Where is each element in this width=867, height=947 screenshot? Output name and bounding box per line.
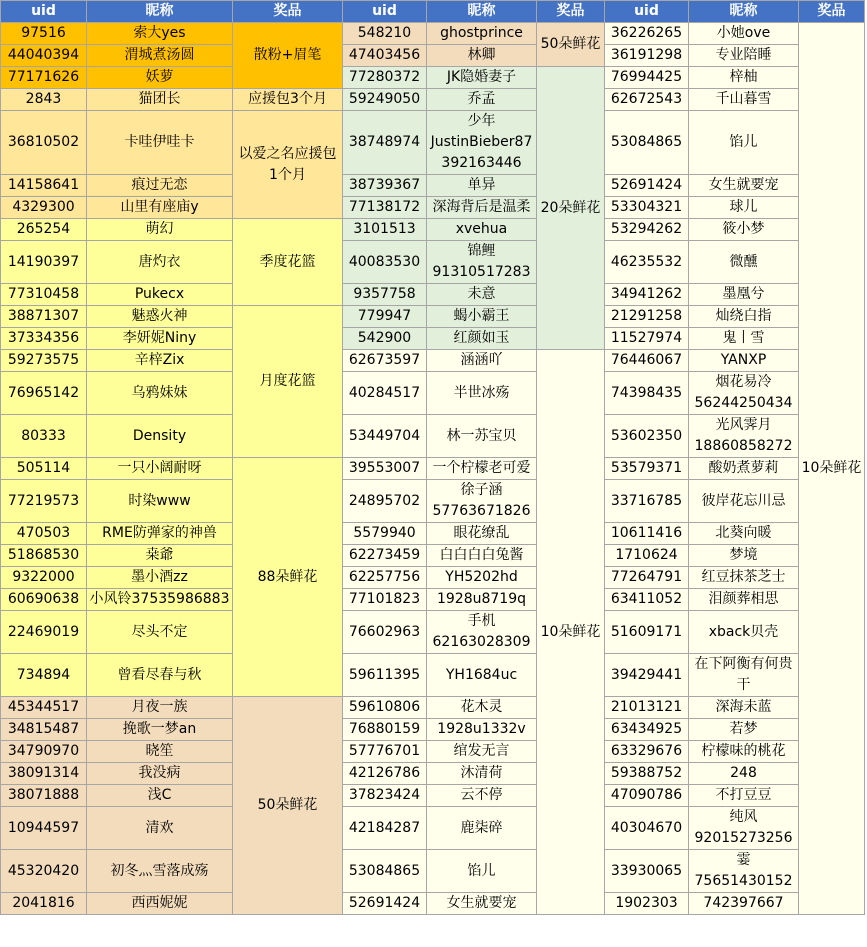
uid-cell-col2: 47403456 <box>343 45 427 67</box>
nickname-cell-col1: Density <box>87 415 233 458</box>
nickname-cell-col2: 云不停 <box>427 785 537 807</box>
nickname-cell-col3: 球儿 <box>689 197 799 219</box>
header-prize-3: 奖品 <box>799 1 865 23</box>
nickname-cell-col1: 猫团长 <box>87 89 233 111</box>
uid-cell-col1: 34815487 <box>1 719 87 741</box>
nickname-cell-col2: 涵涵吖 <box>427 350 537 372</box>
nickname-cell-col1: 索大yes <box>87 23 233 45</box>
header-uid-2: uid <box>343 1 427 23</box>
nickname-cell-col2: YH1684uc <box>427 654 537 697</box>
prize-cell-col2: 50朵鲜花 <box>537 23 605 67</box>
uid-cell-col1: 38091314 <box>1 763 87 785</box>
nickname-cell-col2: JK隐婚妻子 <box>427 67 537 89</box>
uid-cell-col3: 53579371 <box>605 458 689 480</box>
uid-cell-col3: 1710624 <box>605 545 689 567</box>
nickname-cell-col1: RME防弹家的神兽 <box>87 523 233 545</box>
uid-cell-col1: 36810502 <box>1 111 87 175</box>
nickname-cell-col2: 花木灵 <box>427 697 537 719</box>
table-row <box>1 350 865 372</box>
uid-cell-col2: 40083530 <box>343 241 427 284</box>
header-uid-3: uid <box>605 1 689 23</box>
header-nickname-2: 昵称 <box>427 1 537 23</box>
table-row <box>1 611 865 654</box>
nickname-cell-col2: 锦鲤 91310517283 <box>427 241 537 284</box>
nickname-cell-col2: 1928u8719q <box>427 589 537 611</box>
prize-cell-col3: 10朵鲜花 <box>799 23 865 915</box>
header-prize-1: 奖品 <box>233 1 343 23</box>
table-row <box>1 306 865 328</box>
table-row <box>1 111 865 175</box>
uid-cell-col2: 62673597 <box>343 350 427 372</box>
nickname-cell-col1: 乌鸦妹妹 <box>87 372 233 415</box>
uid-cell-col1: 265254 <box>1 219 87 241</box>
prize-cell-col1: 季度花篮 <box>233 219 343 306</box>
nickname-cell-col3: 248 <box>689 763 799 785</box>
uid-cell-col3: 62672543 <box>605 89 689 111</box>
uid-cell-col1: 505114 <box>1 458 87 480</box>
uid-cell-col2: 59249050 <box>343 89 427 111</box>
uid-cell-col1: 51868530 <box>1 545 87 567</box>
nickname-cell-col2: 白白白白兔酱 <box>427 545 537 567</box>
nickname-cell-col2: 红颜如玉 <box>427 328 537 350</box>
nickname-cell-col1: 我没病 <box>87 763 233 785</box>
uid-cell-col3: 63329676 <box>605 741 689 763</box>
uid-cell-col3: 36226265 <box>605 23 689 45</box>
nickname-cell-col1: 卡哇伊哇卡 <box>87 111 233 175</box>
nickname-cell-col3: xback贝壳 <box>689 611 799 654</box>
nickname-cell-col3: 酸奶煮萝莉 <box>689 458 799 480</box>
uid-cell-col3: 36191298 <box>605 45 689 67</box>
nickname-cell-col2: 女生就要宠 <box>427 893 537 915</box>
uid-cell-col3: 33716785 <box>605 480 689 523</box>
prize-cell-col1: 以爱之名应援包 1个月 <box>233 111 343 219</box>
nickname-cell-col1: 晓笙 <box>87 741 233 763</box>
nickname-cell-col2: 鹿柒碎 <box>427 807 537 850</box>
nickname-cell-col3: 梦境 <box>689 545 799 567</box>
nickname-cell-col3: 专业陪睡 <box>689 45 799 67</box>
uid-cell-col3: 52691424 <box>605 175 689 197</box>
uid-cell-col2: 76602963 <box>343 611 427 654</box>
nickname-cell-col1: 挽歌一梦an <box>87 719 233 741</box>
nickname-cell-col2: YH5202hd <box>427 567 537 589</box>
uid-cell-col2: 40284517 <box>343 372 427 415</box>
nickname-cell-col3: 在下阿衡有何贵 干 <box>689 654 799 697</box>
nickname-cell-col1: Pukecx <box>87 284 233 306</box>
uid-cell-col1: 34790970 <box>1 741 87 763</box>
nickname-cell-col3: 若梦 <box>689 719 799 741</box>
uid-cell-col1: 470503 <box>1 523 87 545</box>
table-row <box>1 719 865 741</box>
uid-cell-col3: 39429441 <box>605 654 689 697</box>
nickname-cell-col1: 小风铃37535986883 <box>87 589 233 611</box>
nickname-cell-col3: 纯风 92015273256 <box>689 807 799 850</box>
uid-cell-col2: 542900 <box>343 328 427 350</box>
nickname-cell-col1: 痕过无恋 <box>87 175 233 197</box>
nickname-cell-col2: 林一苏宝贝 <box>427 415 537 458</box>
nickname-cell-col1: 魅惑火神 <box>87 306 233 328</box>
uid-cell-col1: 44040394 <box>1 45 87 67</box>
uid-cell-col3: 59388752 <box>605 763 689 785</box>
nickname-cell-col3: 柠檬味的桃花 <box>689 741 799 763</box>
table-row <box>1 175 865 197</box>
nickname-cell-col3: 泪颜葬相思 <box>689 589 799 611</box>
uid-cell-col2: 53449704 <box>343 415 427 458</box>
uid-cell-col3: 76446067 <box>605 350 689 372</box>
nickname-cell-col3: 梓柚 <box>689 67 799 89</box>
uid-cell-col2: 38748974 <box>343 111 427 175</box>
nickname-cell-col1: 初冬灬雪落成殇 <box>87 850 233 893</box>
nickname-cell-col3: 筱小梦 <box>689 219 799 241</box>
nickname-cell-col1: 一只小阔耐呀 <box>87 458 233 480</box>
prize-cell-col1: 50朵鲜花 <box>233 697 343 915</box>
nickname-cell-col2: 乔孟 <box>427 89 537 111</box>
nickname-cell-col1: 李妍妮Niny <box>87 328 233 350</box>
header-nickname-3: 昵称 <box>689 1 799 23</box>
nickname-cell-col2: ghostprince <box>427 23 537 45</box>
header-nickname-1: 昵称 <box>87 1 233 23</box>
prize-cell-col2: 20朵鲜花 <box>537 67 605 350</box>
uid-cell-col3: 53304321 <box>605 197 689 219</box>
uid-cell-col3: 76994425 <box>605 67 689 89</box>
prize-cell-col1: 散粉+眉笔 <box>233 23 343 89</box>
nickname-cell-col2: xvehua <box>427 219 537 241</box>
uid-cell-col2: 3101513 <box>343 219 427 241</box>
nickname-cell-col3: 红豆抹茶芝士 <box>689 567 799 589</box>
uid-cell-col2: 779947 <box>343 306 427 328</box>
nickname-cell-col1: 浅C <box>87 785 233 807</box>
table-row <box>1 67 865 89</box>
header-row <box>1 1 865 23</box>
table-row <box>1 415 865 458</box>
nickname-cell-col3: 千山暮雪 <box>689 89 799 111</box>
nickname-cell-col1: 唐灼衣 <box>87 241 233 284</box>
uid-cell-col1: 38071888 <box>1 785 87 807</box>
uid-cell-col2: 52691424 <box>343 893 427 915</box>
table-row <box>1 23 865 45</box>
uid-cell-col1: 60690638 <box>1 589 87 611</box>
nickname-cell-col3: 灿绕白指 <box>689 306 799 328</box>
uid-cell-col2: 5579940 <box>343 523 427 545</box>
table-row <box>1 372 865 415</box>
nickname-cell-col2: 沐清荷 <box>427 763 537 785</box>
nickname-cell-col3: 彼岸花忘川忌 <box>689 480 799 523</box>
uid-cell-col1: 77219573 <box>1 480 87 523</box>
uid-cell-col3: 11527974 <box>605 328 689 350</box>
nickname-cell-col1: 渭城煮汤圆 <box>87 45 233 67</box>
uid-cell-col1: 14158641 <box>1 175 87 197</box>
uid-cell-col2: 39553007 <box>343 458 427 480</box>
prize-cell-col1: 月度花篮 <box>233 306 343 458</box>
nickname-cell-col3: 不打豆豆 <box>689 785 799 807</box>
nickname-cell-col1: 曾看尽春与秋 <box>87 654 233 697</box>
uid-cell-col2: 38739367 <box>343 175 427 197</box>
table-row <box>1 763 865 785</box>
nickname-cell-col3: 霎 75651430152 <box>689 850 799 893</box>
nickname-cell-col2: 单异 <box>427 175 537 197</box>
uid-cell-col2: 57776701 <box>343 741 427 763</box>
nickname-cell-col2: 少年 JustinBieber87 392163446 <box>427 111 537 175</box>
table-row <box>1 589 865 611</box>
uid-cell-col1: 10944597 <box>1 807 87 850</box>
table-row <box>1 241 865 284</box>
nickname-cell-col2: 林卿 <box>427 45 537 67</box>
uid-cell-col1: 2041816 <box>1 893 87 915</box>
uid-cell-col1: 77171626 <box>1 67 87 89</box>
nickname-cell-col3: 烟花易冷 56244250434 <box>689 372 799 415</box>
uid-cell-col1: 59273575 <box>1 350 87 372</box>
table-row <box>1 545 865 567</box>
uid-cell-col3: 33930065 <box>605 850 689 893</box>
table-row <box>1 45 865 67</box>
table-row <box>1 654 865 697</box>
table-row <box>1 697 865 719</box>
nickname-cell-col1: 西西妮妮 <box>87 893 233 915</box>
uid-cell-col2: 59610806 <box>343 697 427 719</box>
nickname-cell-col1: 辛梓Zix <box>87 350 233 372</box>
table-row <box>1 523 865 545</box>
table-row <box>1 850 865 893</box>
nickname-cell-col2: 绾发无言 <box>427 741 537 763</box>
uid-cell-col3: 53602350 <box>605 415 689 458</box>
nickname-cell-col2: 馅儿 <box>427 850 537 893</box>
nickname-cell-col3: YANXP <box>689 350 799 372</box>
prize-cell-col2: 10朵鲜花 <box>537 350 605 915</box>
uid-cell-col1: 4329300 <box>1 197 87 219</box>
uid-cell-col3: 63411052 <box>605 589 689 611</box>
table-row <box>1 567 865 589</box>
nickname-cell-col1: 山里有座庙y <box>87 197 233 219</box>
nickname-cell-col3: 742397667 <box>689 893 799 915</box>
nickname-cell-col1: 清欢 <box>87 807 233 850</box>
table-row <box>1 328 865 350</box>
nickname-cell-col2: 1928u1332v <box>427 719 537 741</box>
nickname-cell-col1: 墨小酒zz <box>87 567 233 589</box>
nickname-cell-col1: 时染www <box>87 480 233 523</box>
nickname-cell-col1: 尽头不定 <box>87 611 233 654</box>
table-row <box>1 458 865 480</box>
table-body <box>1 23 865 915</box>
uid-cell-col3: 63434925 <box>605 719 689 741</box>
table-row <box>1 807 865 850</box>
uid-cell-col2: 62257756 <box>343 567 427 589</box>
table-row <box>1 480 865 523</box>
uid-cell-col3: 53084865 <box>605 111 689 175</box>
uid-cell-col2: 53084865 <box>343 850 427 893</box>
uid-cell-col1: 2843 <box>1 89 87 111</box>
uid-cell-col3: 21013121 <box>605 697 689 719</box>
uid-cell-col3: 51609171 <box>605 611 689 654</box>
uid-cell-col1: 45320420 <box>1 850 87 893</box>
uid-cell-col2: 62273459 <box>343 545 427 567</box>
nickname-cell-col2: 未意 <box>427 284 537 306</box>
uid-cell-col1: 97516 <box>1 23 87 45</box>
uid-cell-col3: 10611416 <box>605 523 689 545</box>
header-uid-1: uid <box>1 1 87 23</box>
nickname-cell-col3: 鬼丨雪 <box>689 328 799 350</box>
table-row <box>1 785 865 807</box>
uid-cell-col1: 45344517 <box>1 697 87 719</box>
uid-cell-col3: 47090786 <box>605 785 689 807</box>
nickname-cell-col3: 女生就要宠 <box>689 175 799 197</box>
nickname-cell-col3: 北葵向暖 <box>689 523 799 545</box>
uid-cell-col1: 38871307 <box>1 306 87 328</box>
nickname-cell-col1: 妖萝 <box>87 67 233 89</box>
uid-cell-col1: 76965142 <box>1 372 87 415</box>
nickname-cell-col3: 小她ove <box>689 23 799 45</box>
uid-cell-col1: 77310458 <box>1 284 87 306</box>
uid-cell-col2: 77138172 <box>343 197 427 219</box>
uid-cell-col3: 34941262 <box>605 284 689 306</box>
nickname-cell-col2: 蝎小霸王 <box>427 306 537 328</box>
nickname-cell-col3: 墨凰兮 <box>689 284 799 306</box>
uid-cell-col2: 548210 <box>343 23 427 45</box>
nickname-cell-col3: 微醺 <box>689 241 799 284</box>
uid-cell-col1: 14190397 <box>1 241 87 284</box>
table-row <box>1 893 865 915</box>
uid-cell-col3: 1902303 <box>605 893 689 915</box>
uid-cell-col2: 77280372 <box>343 67 427 89</box>
nickname-cell-col2: 一个柠檬老可爱 <box>427 458 537 480</box>
uid-cell-col2: 76880159 <box>343 719 427 741</box>
nickname-cell-col2: 徐子涵 57763671826 <box>427 480 537 523</box>
uid-cell-col3: 21291258 <box>605 306 689 328</box>
header-prize-2: 奖品 <box>537 1 605 23</box>
uid-cell-col3: 46235532 <box>605 241 689 284</box>
nickname-cell-col3: 光风霁月 18860858272 <box>689 415 799 458</box>
uid-cell-col2: 37823424 <box>343 785 427 807</box>
table-row <box>1 197 865 219</box>
nickname-cell-col2: 手机 62163028309 <box>427 611 537 654</box>
nickname-cell-col2: 深海背后是温柔 <box>427 197 537 219</box>
table-row <box>1 89 865 111</box>
table-row <box>1 284 865 306</box>
uid-cell-col1: 80333 <box>1 415 87 458</box>
uid-cell-col1: 37334356 <box>1 328 87 350</box>
uid-cell-col3: 53294262 <box>605 219 689 241</box>
nickname-cell-col2: 半世冰殇 <box>427 372 537 415</box>
uid-cell-col1: 22469019 <box>1 611 87 654</box>
prize-cell-col1: 应援包3个月 <box>233 89 343 111</box>
table-row <box>1 741 865 763</box>
table-row <box>1 219 865 241</box>
nickname-cell-col1: 月夜一族 <box>87 697 233 719</box>
nickname-cell-col2: 眼花缭乱 <box>427 523 537 545</box>
uid-cell-col3: 40304670 <box>605 807 689 850</box>
uid-cell-col2: 24895702 <box>343 480 427 523</box>
uid-cell-col1: 734894 <box>1 654 87 697</box>
uid-cell-col2: 77101823 <box>343 589 427 611</box>
prize-cell-col1: 88朵鲜花 <box>233 458 343 697</box>
uid-cell-col2: 9357758 <box>343 284 427 306</box>
nickname-cell-col3: 馅儿 <box>689 111 799 175</box>
nickname-cell-col1: 萌幻 <box>87 219 233 241</box>
nickname-cell-col3: 深海未蓝 <box>689 697 799 719</box>
uid-cell-col2: 59611395 <box>343 654 427 697</box>
uid-cell-col3: 77264791 <box>605 567 689 589</box>
nickname-cell-col1: 桒爺 <box>87 545 233 567</box>
uid-cell-col1: 9322000 <box>1 567 87 589</box>
uid-cell-col2: 42126786 <box>343 763 427 785</box>
uid-cell-col2: 42184287 <box>343 807 427 850</box>
uid-cell-col3: 74398435 <box>605 372 689 415</box>
